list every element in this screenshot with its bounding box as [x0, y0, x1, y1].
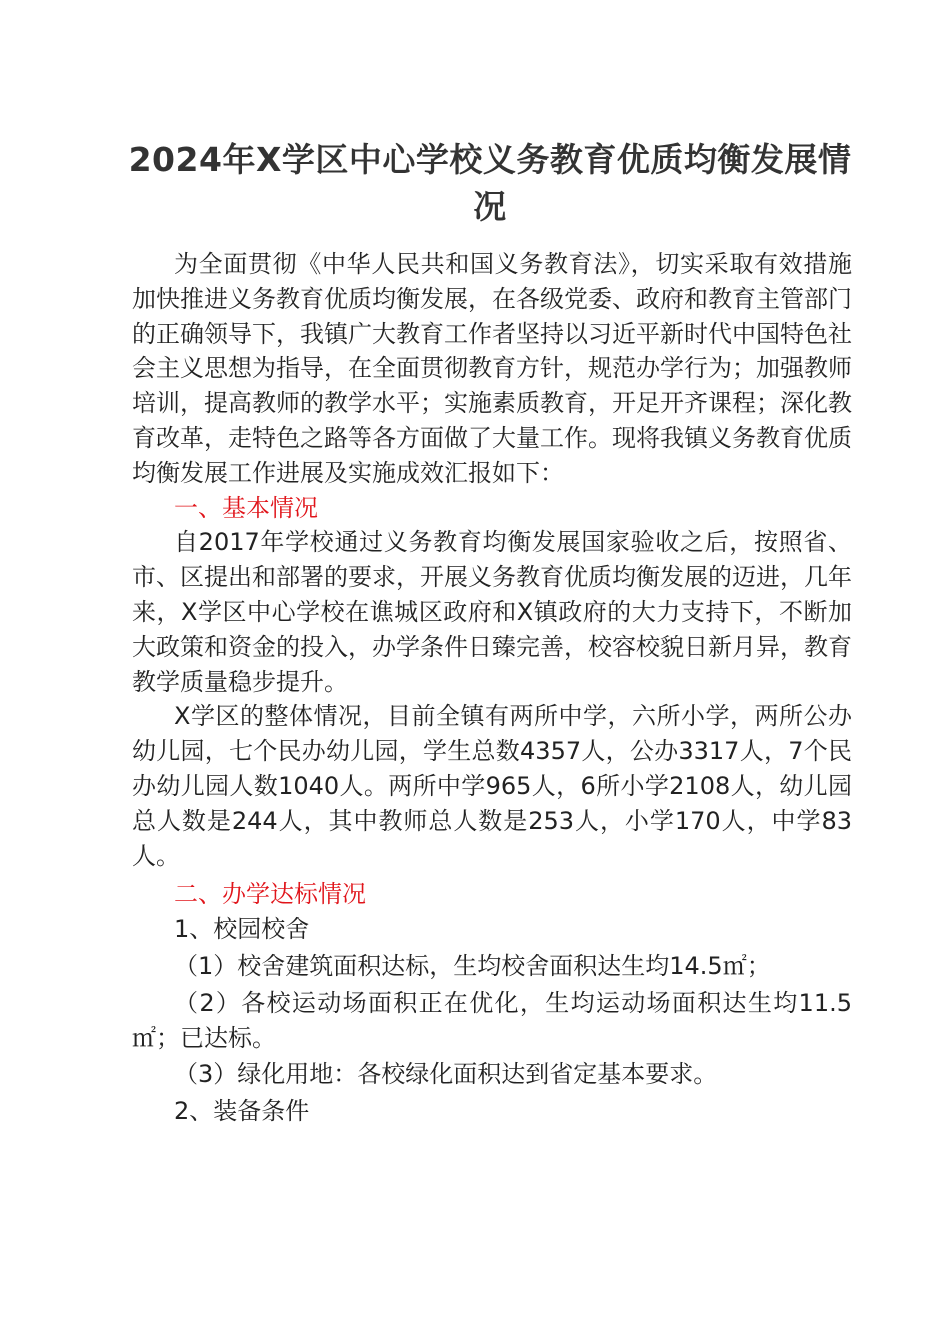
campus-item-3: （3）绿化用地：各校绿化面积达到省定基本要求。	[174, 1060, 718, 1089]
district-overview-paragraph: X学区的整体情况，目前全镇有两所中学，六所小学，两所公办幼儿园，七个民办幼儿园，学生总数4357人，公办3317人，7个民办幼儿园人数1040人。两所中学965人，6所小学2108人，幼儿园总人数是244人，其中教师总人数是253人，小学170人，中学83人。	[132, 702, 852, 870]
campus-item-1: （1）校舍建筑面积达标，生均校舍面积达生均14.5㎡；	[174, 951, 771, 980]
document-title: 2024年X学区中心学校义务教育优质均衡发展情况	[128, 140, 852, 226]
section-heading-basic-situation: 一、基本情况	[174, 493, 318, 522]
section-heading-standards: 二、办学达标情况	[174, 880, 366, 909]
intro-paragraph: 为全面贯彻《中华人民共和国义务教育法》，切实采取有效措施加快推进义务教育优质均衡发展，在各级党委、政府和教育主管部门的正确领导下，我镇广大教育工作者坚持以习近平新时代中国特色社会主义思想为指导，在全面贯彻教育方针，规范办学行为；加强教师培训，提高教师的教学水平；实施素质教育，开足开齐课程；深化教育改革，走特色之路等各方面做了大量工作。现将我镇义务教育优质均衡发展工作进展及实施成效汇报如下：	[132, 250, 852, 487]
subheading-campus: 1、校园校舍	[174, 915, 310, 944]
campus-item-2: （2）各校运动场面积正在优化，生均运动场面积达生均11.5㎡；已达标。	[132, 988, 852, 1052]
basic-situation-paragraph: 自2017年学校通过义务教育均衡发展国家验收之后，按照省、市、区提出和部署的要求，开展义务教育优质均衡发展的迈进，几年来，X学区中心学校在谯城区政府和X镇政府的大力支持下，不断加大政策和资金的投入，办学条件日臻完善，校容校貌日新月异，教育教学质量稳步提升。	[132, 528, 852, 696]
subheading-equipment: 2、装备条件	[174, 1097, 310, 1126]
document-body	[132, 247, 852, 1129]
